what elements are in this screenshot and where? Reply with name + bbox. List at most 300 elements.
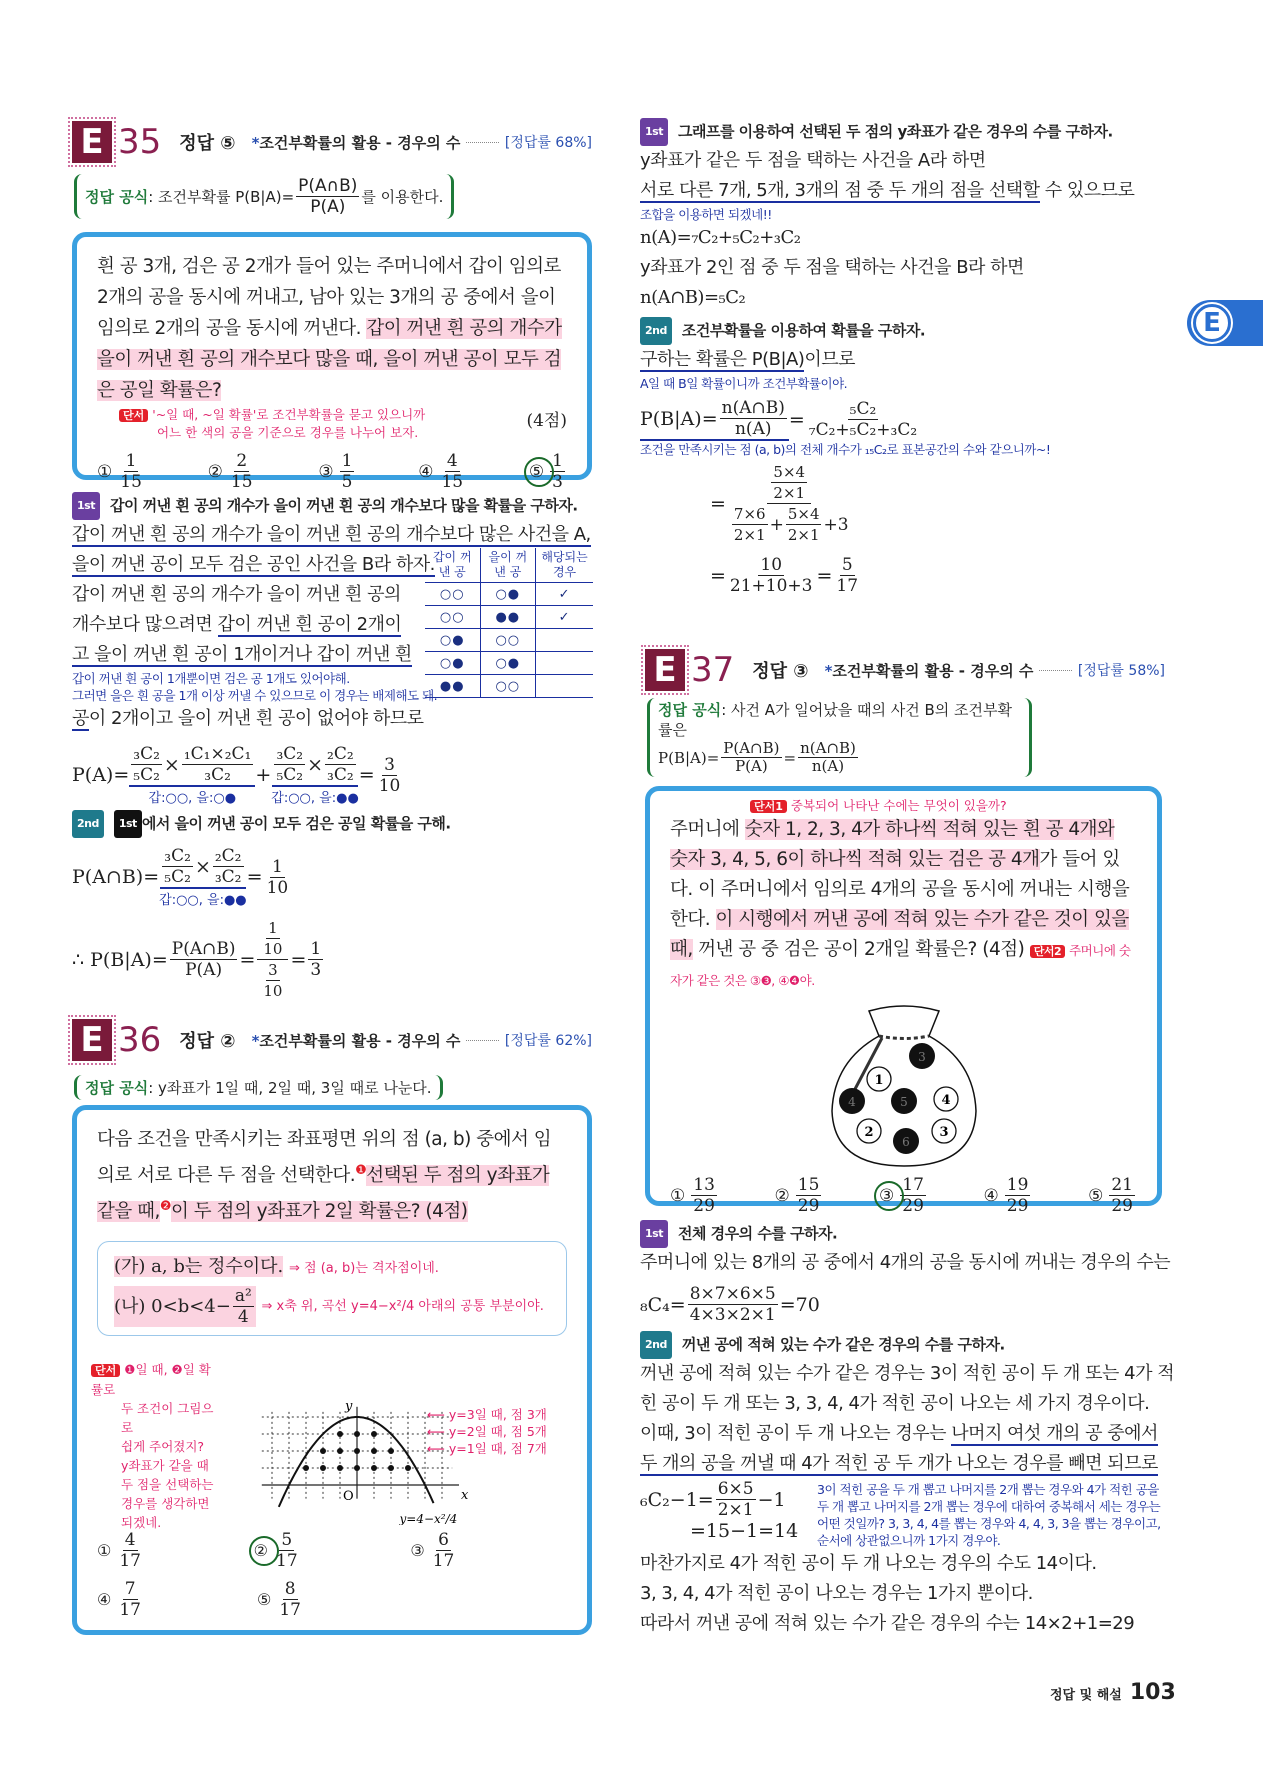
- hint-tag: 단서1: [750, 800, 787, 813]
- hint-line: 되겠네.: [121, 1515, 162, 1530]
- denominator: 17: [276, 1551, 298, 1571]
- table-cell: ○○: [425, 583, 480, 606]
- hint-tag: 단서: [119, 409, 148, 422]
- numerator: 1: [552, 451, 563, 471]
- numerator: a²: [234, 1286, 252, 1307]
- choice-fraction: [431, 1530, 457, 1571]
- note-line: 두 개 뽑고 나머지를 2개 뽑는 경우에 대하여 중복해서 세는 경우는: [817, 1499, 1161, 1514]
- numerator: 4: [124, 1530, 136, 1550]
- numerator: 7×6: [733, 505, 766, 523]
- denominator: 29: [1111, 1196, 1133, 1216]
- choice-fraction: [340, 451, 355, 492]
- topic-text: 조건부확률의 활용 - 경우의 수: [259, 1031, 461, 1050]
- hint: [91, 1360, 221, 1532]
- ball-number: 1: [873, 1073, 884, 1088]
- answer-label: 정답 ③: [752, 661, 809, 682]
- numerator: n(A∩B): [800, 739, 856, 757]
- star-icon: *: [251, 1031, 260, 1050]
- solution-line: 수 있으므로: [1039, 180, 1135, 201]
- choice-option[interactable]: [879, 1175, 928, 1216]
- problem-highlight: 갑이 꺼낸 흰 공의 개수가 을이 꺼낸 흰 공의 개수보다 많을 때, 을이 꺼낸 공이 모두 검은 공일 확률은?: [97, 318, 562, 401]
- formula-label: 정답 공식: [85, 188, 149, 206]
- formula-box-35: [74, 174, 454, 219]
- step-tag: 2nd: [72, 810, 104, 838]
- note: 조건을 만족시키는 점 (a, b)의 전체 개수가 ₁₅C₂로 표본공간의 수와 같으니까~!: [640, 442, 1051, 457]
- table-row: [425, 629, 593, 652]
- table-cell: [536, 675, 593, 698]
- choice-option[interactable]: [775, 1175, 824, 1216]
- choice-number: ④: [983, 1185, 999, 1206]
- table-cell: ✓: [536, 606, 593, 629]
- note-line: 순서에 상관없으니까 1가지 경우야.: [817, 1533, 1001, 1548]
- step-title: 전체 경우의 수를 구하자.: [677, 1224, 838, 1243]
- denominator: 29: [797, 1196, 820, 1216]
- hint-line: ❶일 때, ❷일 확률로: [91, 1362, 211, 1397]
- times: ×: [163, 753, 180, 776]
- choice-option[interactable]: [208, 451, 257, 492]
- solution-line-underlined: 나머지 여섯 개의 공 중에서: [951, 1423, 1158, 1444]
- lattice-point: [388, 1448, 394, 1454]
- hint-line: 두 점을 선택하는: [121, 1477, 214, 1492]
- step-tag: 1st: [72, 492, 100, 520]
- total-equation: [640, 1284, 1180, 1325]
- denominator: ₃C₂: [214, 867, 242, 887]
- solution-line: 꺼낸 공에 적혀 있는 수가 같은 경우는 3이 적힌 공이 두 개 또는 4가 적: [640, 1363, 1175, 1384]
- solution-line-underlined: 공: [72, 708, 89, 729]
- solution-line: 주머니에 있는 8개의 공 중에서 4개의 공을 동시에 꺼내는 경우의 수는: [640, 1252, 1171, 1273]
- equation: n(A)=₇C₂+₅C₂+₃C₂: [640, 227, 801, 248]
- choice-fraction: [796, 1175, 822, 1216]
- denominator: ₅C₂: [276, 765, 304, 785]
- answer-label: 정답 ②: [179, 1031, 236, 1052]
- solution-line: 을이 꺼낸 공이 모두 검은 공인 사건을 B라 하자.: [72, 554, 435, 575]
- numerator: 5: [281, 1530, 293, 1550]
- problem-box-35: [72, 232, 592, 492]
- formula-label: 정답 공식: [85, 1079, 149, 1097]
- hint-text: 중복되어 나타난 수에는 무엇이 있을까?: [790, 798, 1007, 813]
- numerator: 3: [268, 961, 278, 979]
- table-header: 갑이 꺼낸 공: [425, 548, 480, 583]
- denominator: 17: [432, 1551, 455, 1571]
- choice-option[interactable]: [97, 1530, 254, 1571]
- case-label: 갑:○○, 을:○●: [148, 791, 237, 806]
- numerator: 1: [271, 856, 283, 877]
- table-cell: ✓: [536, 583, 593, 606]
- choice-option[interactable]: [1088, 1175, 1137, 1216]
- ball-number: 5: [899, 1095, 908, 1109]
- note: 갑이 꺼낸 흰 공이 1개뿐이면 검은 공 1개도 있어야해.: [72, 671, 350, 686]
- formula-box-36: [74, 1075, 443, 1100]
- solution-line: y좌표가 2인 점 중 두 점을 택하는 사건을 B라 하면: [640, 257, 1024, 278]
- table-cell: ○●: [425, 629, 480, 652]
- note-line: 어떤 것일까? 3, 3, 4, 4를 뽑는 경우와 4, 4, 3, 3을 뽑는 경우이고,: [817, 1516, 1161, 1531]
- problem-highlight: 선택된 두 점의 y좌표가 같을 때,: [97, 1165, 550, 1223]
- ball-number: 3: [917, 1050, 926, 1064]
- solution-line: 개수보다 많으려면: [72, 614, 218, 635]
- leader-dots: [466, 1040, 499, 1041]
- lattice-point: [405, 1465, 411, 1471]
- denominator: 15: [230, 472, 253, 492]
- denominator: 15: [120, 472, 142, 492]
- choice-fraction: [1109, 1175, 1135, 1216]
- numerator: 10: [760, 555, 783, 575]
- e-badge: E: [645, 649, 685, 691]
- choice-number: ②: [207, 461, 223, 482]
- topic: [825, 660, 1034, 681]
- step-title: 그래프를 이용하여 선택된 두 점의 y좌표가 같은 경우의 수를 구하자.: [677, 122, 1113, 141]
- problem-text: [97, 1124, 567, 1227]
- lhs: ₈C₄=: [640, 1293, 686, 1316]
- lattice-point: [354, 1431, 360, 1437]
- conditional-equation: P(B|A)= $\frac{n(A\cap B)}{n(A)}$ = $\frac{\text{₅C₂}}{\text{₇C₂+₅C₂+₃C₂}}$: [640, 398, 918, 440]
- lhs: P(B|A)=: [658, 748, 720, 767]
- problem-header-36: [72, 1018, 592, 1062]
- choice-option[interactable]: [97, 451, 146, 492]
- tail: −1: [757, 1488, 786, 1511]
- leader-dots: [1039, 670, 1072, 671]
- numerator: ₃C₂: [276, 744, 304, 764]
- note-line: 3이 적힌 공을 두 개 뽑고 나머지를 2개 뽑는 경우와 4가 적힌 공을: [817, 1482, 1159, 1497]
- choice-option[interactable]: [410, 1530, 567, 1571]
- ball-number: 3: [938, 1125, 949, 1140]
- lattice-point: [337, 1465, 343, 1471]
- choice-option[interactable]: [529, 451, 567, 492]
- denominator: ₃C₂: [204, 765, 231, 785]
- choice-option[interactable]: [254, 1530, 411, 1571]
- tail: +3: [823, 514, 849, 535]
- e-badge: E: [72, 1019, 112, 1061]
- topic-text: 조건부확률의 활용 - 경우의 수: [259, 133, 461, 152]
- solution-line: 3, 3, 4, 4가 적힌 공이 나오는 경우는 1가지 뿐이다.: [640, 1583, 1033, 1604]
- problem-highlight: 이 두 점의 y좌표가 2일 확률은? (4점): [171, 1201, 468, 1223]
- note: A일 때 B일 확률이니까 조건부확률이야.: [640, 376, 848, 391]
- denominator: P(A): [185, 960, 223, 980]
- choice-option[interactable]: [318, 451, 356, 492]
- numerator: 5: [841, 555, 853, 575]
- numerator: ₂C₂: [327, 744, 354, 764]
- solution-line: 갑이 꺼낸 흰 공의 개수가 을이 꺼낸 흰 공의 개수보다 많은 사건을 A,: [72, 524, 591, 545]
- table-cell: ●●: [425, 675, 480, 698]
- lhs: ₆C₂−1=: [640, 1488, 714, 1511]
- problem-plain: 주머니에: [670, 819, 745, 840]
- table-cell: ○●: [480, 652, 536, 675]
- table-cell: ○○: [480, 629, 536, 652]
- problem-plain: 다음 조건을 만족시키는 좌표평면 위의 점 (a, b) 중에서 임의로 서로 다른 두 점을 선택한다.: [97, 1129, 552, 1187]
- denominator: P(A): [735, 757, 768, 775]
- hint-line: 쉽게 주어졌지?: [121, 1439, 205, 1454]
- lattice-point: [388, 1465, 394, 1471]
- hint-line: y좌표가 같을 때: [121, 1458, 209, 1473]
- denominator: 17: [119, 1600, 141, 1620]
- formula-pre: : 조건부확률 P(B|A)=: [148, 188, 295, 206]
- subtract-equation: [640, 1479, 805, 1520]
- denominator: 10: [263, 940, 283, 958]
- answer-label: 정답 ⑤: [179, 133, 236, 154]
- numerator: ₂C₂: [214, 846, 242, 866]
- equals: =: [358, 764, 375, 786]
- curve-label: y=4−x²/4: [399, 1512, 458, 1525]
- x-axis-label: x: [461, 1488, 469, 1503]
- hint: [119, 406, 425, 441]
- case-label: 갑:○○, 을:●●: [159, 893, 247, 908]
- choice-fraction: [691, 1175, 717, 1216]
- denominator: 2×1: [787, 526, 820, 544]
- correct-rate: [정답률 58%]: [1077, 663, 1165, 679]
- table-cell: [536, 652, 593, 675]
- points: (4점): [526, 411, 567, 431]
- topic: [252, 132, 461, 153]
- formula-label: 정답 공식: [658, 701, 722, 719]
- numerator: ₅C₂: [849, 399, 877, 419]
- hint-text: 주머니에 숫자가 같은 것은 ③❸, ④❹야.: [670, 943, 1131, 988]
- graph-annotations: ⟵ y=3일 때, 점 3개 ⟵ y=2일 때, 점 5개 ⟵ y=1일 때, 점 7개: [427, 1407, 547, 1456]
- denominator: 3: [552, 472, 563, 492]
- problem-number: 37: [691, 650, 735, 690]
- solution-line-underlined: 두 개의 공을 꺼낼 때 4가 적힌 공 두 개가 나오는 경우를 빼면 되므로: [640, 1453, 1158, 1474]
- step-title: 에서 을이 꺼낸 공이 모두 검은 공일 확률을 구해.: [141, 814, 451, 833]
- numerator: 6×5: [717, 1479, 754, 1499]
- step-tag: 2nd: [640, 317, 672, 345]
- denominator: n(A): [811, 757, 845, 775]
- numerator: 1: [268, 919, 278, 937]
- hint-tag: 단서: [91, 1364, 120, 1377]
- condition-na: (나) 0<b<4−: [114, 1295, 231, 1317]
- numerator: 8: [284, 1579, 296, 1599]
- choice-fraction: [900, 1175, 926, 1216]
- denominator: 17: [119, 1551, 141, 1571]
- choice-option[interactable]: [257, 1579, 417, 1620]
- choice-number: ③: [410, 1541, 425, 1560]
- solution-line-underlined: 갑이 꺼낸 흰 공이 2개이: [217, 614, 402, 635]
- solution-line-underlined: 서로 다른 7개, 5개, 3개의 점 중 두 개의 점을 선택할: [640, 180, 1040, 201]
- star-icon: *: [251, 133, 260, 152]
- numerator: 19: [1006, 1175, 1029, 1195]
- topic-text: 조건부확률의 활용 - 경우의 수: [832, 661, 1034, 680]
- solution-line: 마찬가지로 4가 적힌 공이 두 개 나오는 경우의 수도 14이다.: [640, 1553, 1097, 1574]
- solution-36: [640, 118, 1180, 596]
- choice-option[interactable]: [97, 1579, 257, 1620]
- lattice-point: [320, 1465, 326, 1471]
- problem-box-36: [72, 1105, 592, 1635]
- lattice-point: [371, 1431, 377, 1437]
- numerator: 3: [384, 754, 395, 775]
- choice-option[interactable]: [984, 1175, 1033, 1216]
- page-number: 103: [1129, 1680, 1176, 1705]
- choice-number: ④: [97, 1590, 112, 1609]
- origin-label: O: [343, 1489, 354, 1504]
- ball-number: 6: [901, 1135, 910, 1149]
- denominator: ₃C₂: [327, 765, 354, 785]
- choice-option[interactable]: [670, 1175, 719, 1216]
- denominator: n(A): [734, 419, 772, 439]
- annotation: y=1일 때, 점 7개: [448, 1441, 547, 1456]
- table-cell: ○●: [425, 652, 480, 675]
- problem-header-35: [72, 120, 592, 164]
- denominator: 5: [341, 472, 353, 492]
- choices: [97, 451, 567, 492]
- page-footer: [1050, 1680, 1176, 1705]
- choice-number: ②: [774, 1185, 790, 1206]
- numerator: 15: [797, 1175, 820, 1195]
- table-cell: ○●: [480, 583, 536, 606]
- chapter-letter: E: [1193, 304, 1231, 342]
- problem-plain: 꺼낸 공 중 검은 공이 2개일 확률은? (4점): [692, 939, 1025, 960]
- choice-number: ②: [253, 1541, 269, 1560]
- solution-line: 갑이 꺼낸 흰 공의 개수가 을이 꺼낸 흰 공의: [72, 584, 401, 605]
- hint-line: 경우를 생각하면: [121, 1496, 210, 1511]
- condition-note: ⇒ 점 (a, b)는 격자점이네.: [288, 1261, 439, 1277]
- formula-fraction: [296, 176, 359, 217]
- lattice-point: [354, 1448, 360, 1454]
- numerator: ₁C₁×₂C₁: [183, 744, 252, 764]
- note: 그러면 을은 흰 공을 1개 이상 꺼낼 수 있으므로 이 경우는 배제해도 돼.: [72, 688, 438, 703]
- step-tag: 2nd: [640, 1331, 672, 1359]
- times: ×: [307, 753, 323, 776]
- problem-highlight: 숫자 1, 2, 3, 4가 하나씩 적혀 있는 흰 공 4개와 숫자 3, 4, 5, 6이 하나씩 적혀 있는 검은 공 4개: [670, 819, 1115, 870]
- choice-fraction: [439, 451, 465, 492]
- footer-label: 정답 및 해설: [1050, 1688, 1122, 1703]
- choices: [97, 1530, 567, 1620]
- formula-text: : y좌표가 1일 때, 2일 때, 3일 때로 나눈다.: [148, 1079, 432, 1097]
- choice-fraction: [118, 451, 144, 492]
- numerator: 1: [341, 451, 353, 471]
- problem-box-37: [645, 786, 1162, 1216]
- table-header: 을이 꺼낸 공: [480, 548, 536, 583]
- solution-line: 이 2개이고 을이 꺼낸 흰 공이 없어야 하므로: [88, 708, 424, 729]
- numerator: 5×4: [787, 505, 820, 523]
- formula-text: : 사건 A가 일어났을 때의 사건 B의 조건부확률은: [658, 701, 1013, 739]
- case-table: [425, 548, 593, 698]
- denominator: 17: [836, 576, 859, 596]
- denominator: ₅C₂: [164, 867, 191, 887]
- table-cell: ○○: [480, 675, 536, 698]
- step-ref-tag: 1st: [114, 810, 142, 838]
- hint-line: 두 조건이 그림으로: [121, 1401, 214, 1435]
- denominator: 17: [279, 1600, 301, 1620]
- parabola-curve: [279, 1417, 434, 1507]
- numerator: ₃C₂: [133, 744, 160, 764]
- star-icon: *: [824, 661, 833, 680]
- solution-line: 이때, 3이 적힌 공이 두 개 나오는 경우는: [640, 1423, 952, 1444]
- marker-1: ❶: [355, 1163, 367, 1178]
- step-title: 갑이 꺼낸 흰 공의 개수가 을이 꺼낸 흰 공의 개수보다 많을 확률을 구하자.: [109, 496, 578, 515]
- denominator: 2×1: [733, 526, 766, 544]
- ball-number: 2: [863, 1125, 874, 1140]
- choice-number: ③: [879, 1185, 895, 1206]
- annotation: y=3일 때, 점 3개: [448, 1407, 547, 1422]
- topic: [252, 1030, 461, 1051]
- choice-number: ①: [97, 461, 113, 482]
- numerator: 17: [902, 1175, 924, 1195]
- denominator: 4: [237, 1307, 249, 1328]
- condition-ga: (가) a, b는 정수이다.: [114, 1256, 284, 1278]
- chapter-tab-e[interactable]: [1187, 300, 1263, 346]
- denominator: 29: [693, 1196, 715, 1216]
- problem-header-37: [645, 648, 1165, 692]
- problem-plain: 가 들어 있다. 이 주머니에서 임의로 4개의 공을 동시에 꺼내는 시행을 한다.: [670, 849, 1130, 930]
- lhs: P(A∩B)=: [72, 866, 160, 888]
- formula-post: 를 이용한다.: [361, 188, 444, 206]
- equation: n(A∩B)=₅C₂: [640, 287, 746, 308]
- table-row: [425, 652, 593, 675]
- correct-rate: [정답률 68%]: [504, 135, 592, 151]
- numerator: 4: [446, 451, 458, 471]
- denominator: 10: [266, 877, 289, 898]
- step-tag: 1st: [640, 118, 668, 146]
- solution-line: 고 을이 꺼낸 흰 공이 1개이거나 갑이 꺼낸 흰: [72, 644, 412, 665]
- hint-line: '~일 때, ~일 확률'로 조건부확률을 묻고 있으니까: [152, 407, 426, 422]
- solution-line: 힌 공이 두 개 또는 3, 3, 4, 4가 적힌 공이 나오는 세 가지 경우이다.: [640, 1393, 1150, 1414]
- lhs: P(B|A)=: [640, 407, 718, 430]
- choice-fraction: [1005, 1175, 1031, 1216]
- lattice-point: [371, 1448, 377, 1454]
- numerator: 5×4: [773, 463, 806, 481]
- numerator: P(A∩B): [298, 176, 358, 196]
- solution-line: 이므로: [804, 349, 856, 370]
- choice-fraction: [277, 1579, 303, 1620]
- denominator: 21+10+3: [729, 576, 813, 596]
- solution-line-underlined: 구하는 확률은 P(B|A): [640, 349, 805, 370]
- numerator: 2: [236, 451, 248, 471]
- hint-tag: 단서2: [1030, 945, 1065, 958]
- bag-illustration: [824, 1001, 984, 1171]
- lattice-point: [320, 1448, 326, 1454]
- numerator: 21: [1111, 1175, 1133, 1195]
- solution-line: 따라서 꺼낸 공에 적혀 있는 수가 같은 경우의 수는 14×2+1=29: [640, 1613, 1135, 1634]
- denominator: ₇C₂+₅C₂+₃C₂: [808, 420, 918, 440]
- table-header: 해당되는 경우: [536, 548, 593, 583]
- result: =15−1=14: [690, 1520, 799, 1542]
- problem-number: 36: [118, 1020, 162, 1060]
- conditions-box: [97, 1241, 567, 1336]
- lhs: P(A)=: [72, 764, 130, 786]
- table-cell: [536, 629, 593, 652]
- lattice-point: [371, 1465, 377, 1471]
- numerator: n(A∩B): [721, 398, 785, 418]
- annotation: y=2일 때, 점 5개: [448, 1424, 547, 1439]
- numerator: 6: [438, 1530, 449, 1550]
- problem-highlight: 이 시행에서 꺼낸 공에 적혀 있는 수가 같은 것이 있을 때,: [670, 909, 1129, 960]
- denominator: 29: [1006, 1196, 1029, 1216]
- choice-option[interactable]: [418, 451, 467, 492]
- hint-line: 어느 한 색의 공을 기준으로 경우를 나누어 보자.: [157, 425, 419, 440]
- numerator: ₃C₂: [164, 846, 191, 866]
- choice-number: ⑤: [528, 461, 545, 482]
- denominator: 2×1: [773, 484, 806, 502]
- solution-line: y좌표가 같은 두 점을 택하는 사건을 A라 하면: [640, 150, 986, 171]
- marker-2: ❷: [159, 1199, 172, 1215]
- ball-number: 4: [847, 1095, 856, 1109]
- e-badge: E: [72, 121, 112, 163]
- lattice-point: [303, 1465, 309, 1471]
- table-row: [425, 583, 593, 606]
- note: 조합을 이용하면 되겠네!!: [640, 207, 772, 222]
- denominator: 4×3×2×1: [689, 1305, 776, 1325]
- rhs: =70: [779, 1293, 820, 1316]
- y-axis-label: y: [345, 1399, 353, 1415]
- table-row: [425, 675, 593, 698]
- denominator: 3: [310, 960, 322, 980]
- choice-fraction: [117, 1530, 143, 1571]
- choices: [670, 1175, 1137, 1216]
- numerator: 8×7×6×5: [689, 1284, 776, 1304]
- lattice-point: [354, 1465, 360, 1471]
- denominator: 2×1: [717, 1500, 754, 1520]
- formula-box-37: 정답 공식: 사건 A가 일어났을 때의 사건 B의 조건부확률은 P(B|A)= $\frac{P(A\cap B)}{P(A)}$ = $\frac{n(A\cap B)}{n(A)}$: [647, 698, 1032, 777]
- numerator: 1: [125, 451, 137, 471]
- final-equation: ∴ P(B|A)= $\frac{P(A\cap B)}{P(A)}$ = $\frac{\frac{1}{10}}{\frac{3}{10}}$ = $\frac{1}{3}$: [72, 919, 322, 1000]
- choice-number: ⑤: [257, 1590, 272, 1609]
